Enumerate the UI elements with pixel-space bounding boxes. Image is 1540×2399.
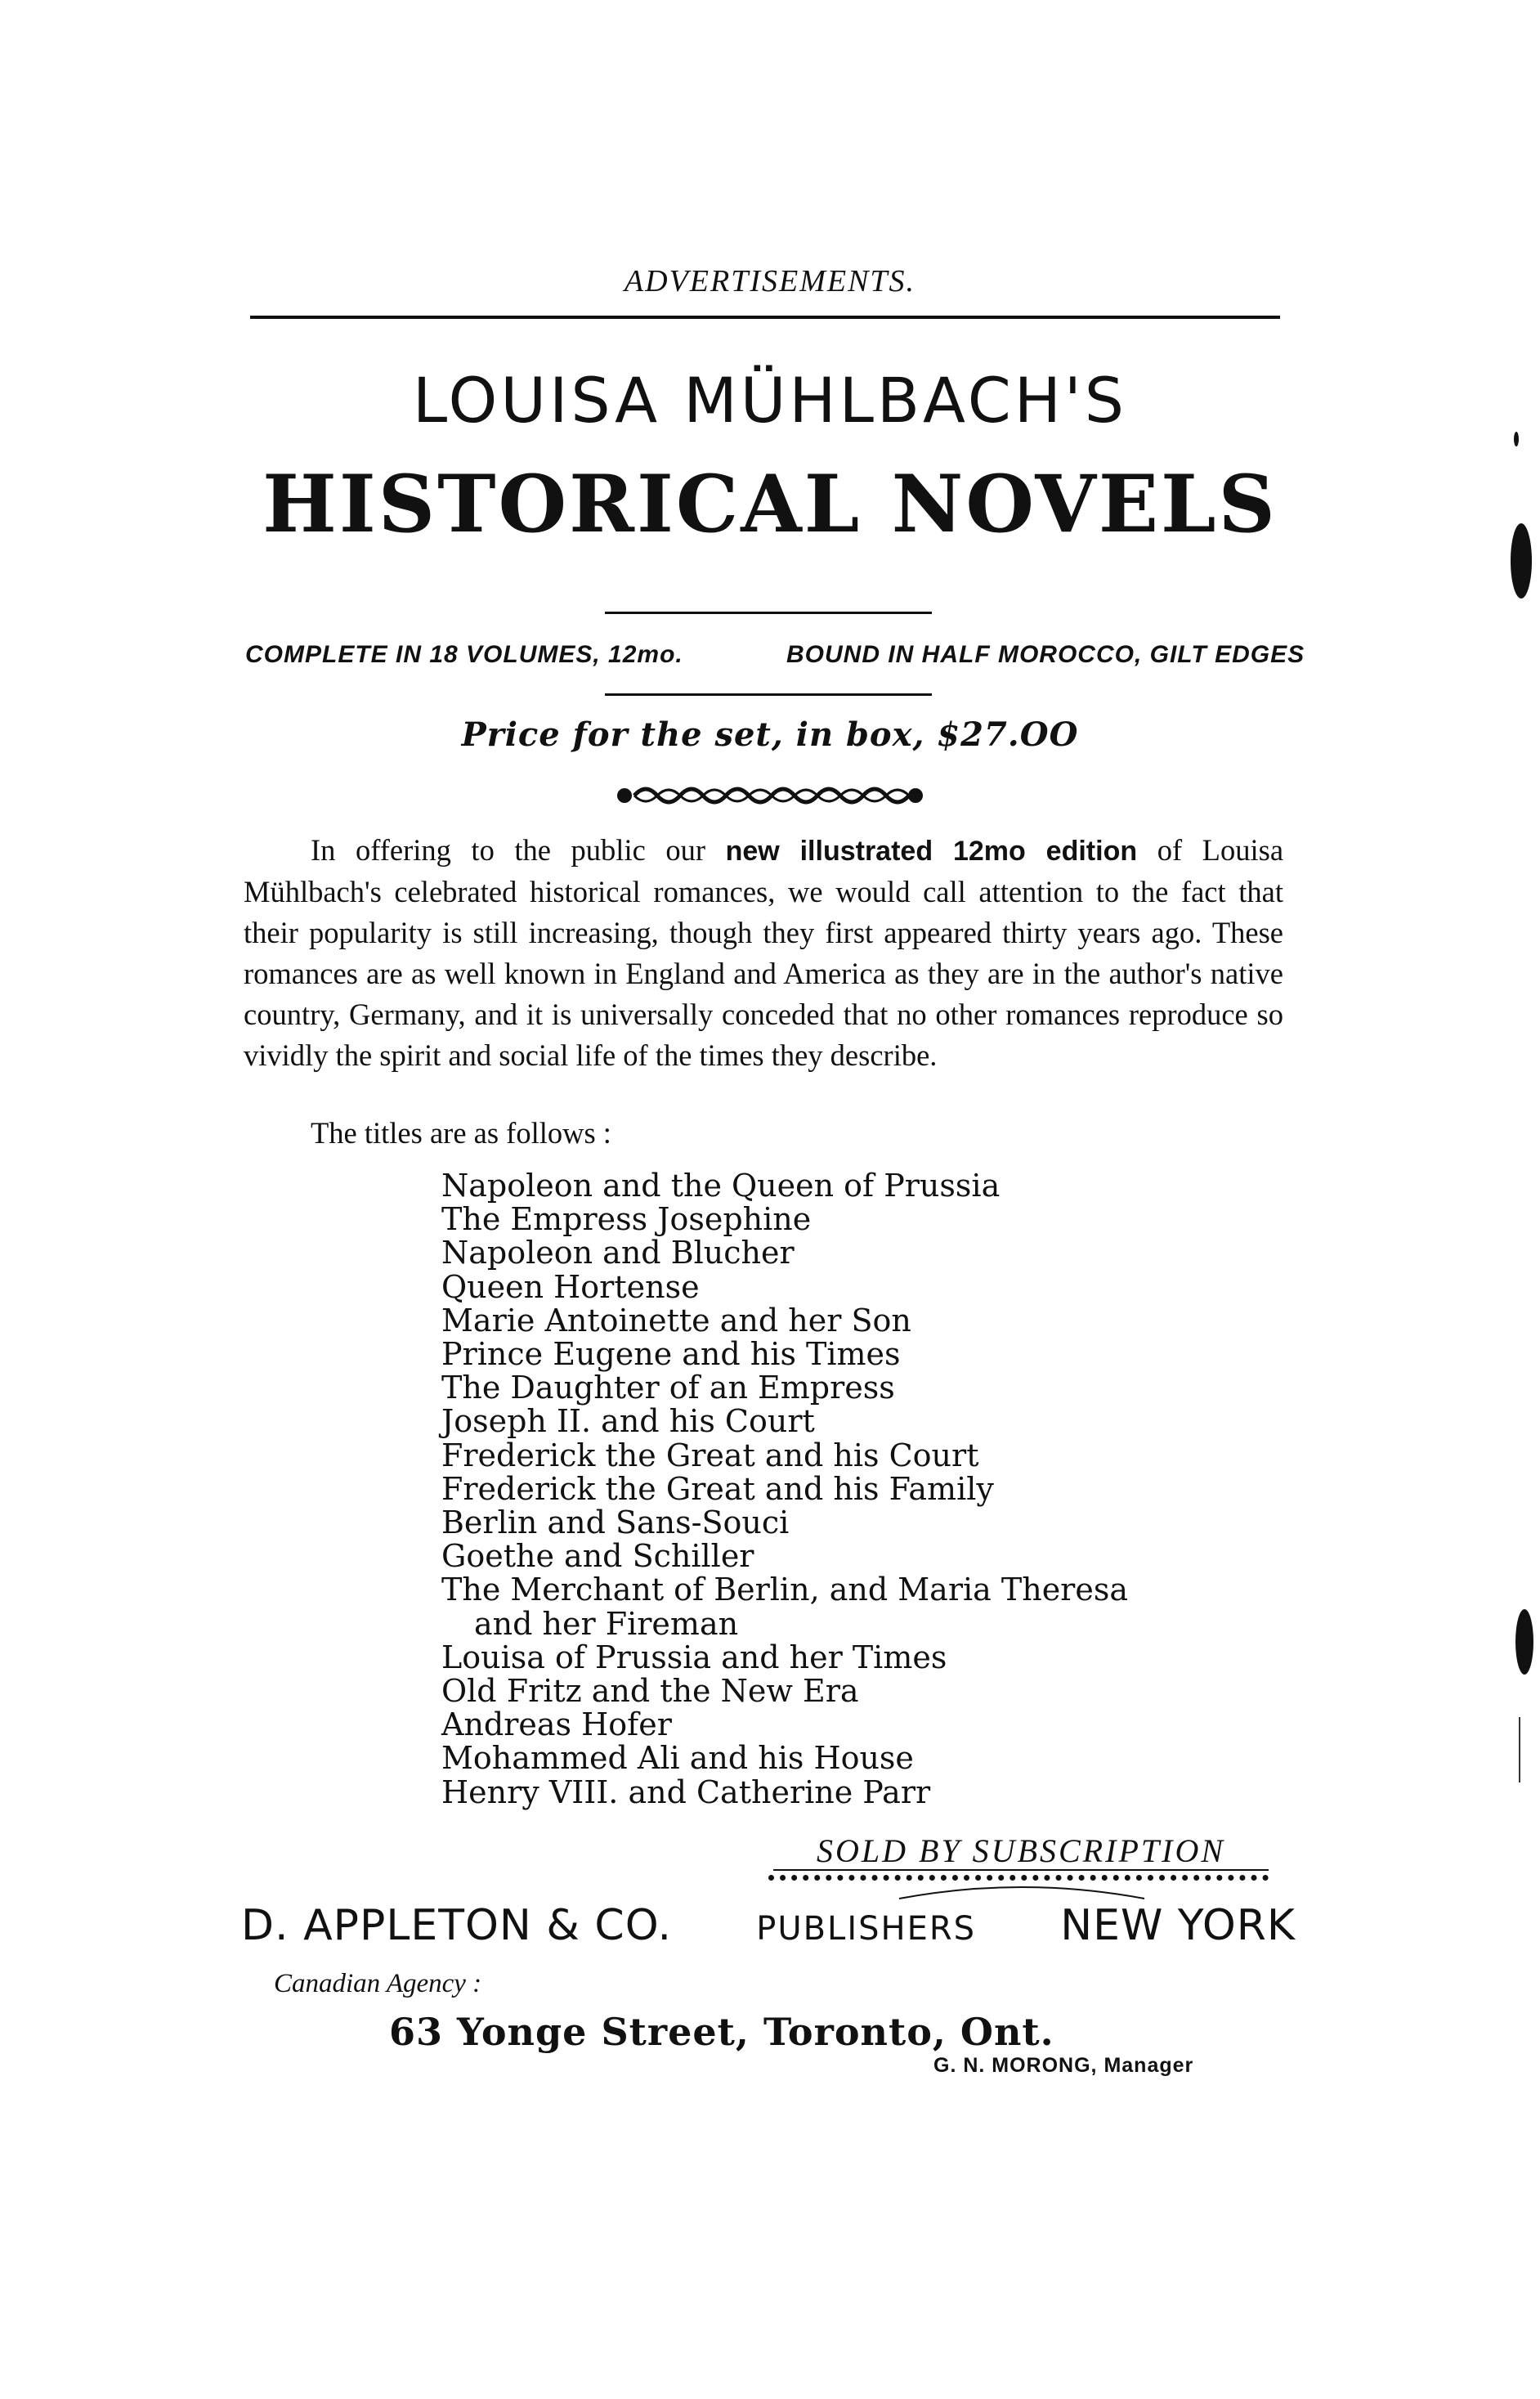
binding-spec: BOUND IN HALF MOROCCO, GILT EDGES xyxy=(786,641,1305,668)
page-edge-blot xyxy=(1511,523,1532,599)
sold-swash-ornament xyxy=(891,1881,1153,1902)
title-item: Old Fritz and the New Era xyxy=(441,1673,859,1710)
intro-text-start: In offering to the public our xyxy=(311,833,706,867)
title-item-continuation: and her Fireman xyxy=(474,1605,739,1642)
ornament-divider xyxy=(615,781,925,810)
title-item: Napoleon and Blucher xyxy=(441,1235,795,1271)
title-rule-lower xyxy=(605,693,932,696)
title-item: Prince Eugene and his Times xyxy=(441,1336,901,1373)
publisher-name: D. APPLETON & CO. xyxy=(241,1901,673,1950)
intro-emphasis: new illustrated 12mo edition xyxy=(725,836,1138,867)
title-item: Queen Hortense xyxy=(441,1268,700,1305)
title-item: Marie Antoinette and her Son xyxy=(441,1302,911,1339)
title-item: Berlin and Sans-Souci xyxy=(441,1504,790,1541)
sold-by-subscription: SOLD BY SUBSCRIPTION xyxy=(816,1832,1226,1869)
running-head: ADVERTISEMENTS. xyxy=(624,264,916,298)
publisher-label: PUBLISHERS xyxy=(756,1910,977,1948)
title-item: Frederick the Great and his Court xyxy=(441,1437,979,1473)
title-item: The Empress Josephine xyxy=(441,1201,812,1238)
intro-text-rest: of Louisa Mühlbach's celebrated historical romances, we would call attention to the fact that their popularity is still increasing, though they first appeared thirty years ago. These romances are as well known in England and America as they are in the author's native country, Germany, and it is universally conceded that no other romances reproduce so vividly the spirit and social life of the times they describe. xyxy=(244,833,1284,1072)
agency-label: Canadian Agency : xyxy=(274,1969,482,1998)
title-rule-upper xyxy=(605,612,932,614)
author-title: LOUISA MÜHLBACH'S xyxy=(412,364,1128,437)
titles-lead: The titles are as follows : xyxy=(311,1116,611,1150)
page-edge-blot xyxy=(1515,1609,1533,1675)
title-item: Louisa of Prussia and her Times xyxy=(441,1639,947,1675)
sold-underline xyxy=(773,1869,1269,1871)
agency-manager: G. N. MORONG, Manager xyxy=(933,2054,1194,2077)
title-item: Napoleon and the Queen of Prussia xyxy=(441,1168,1001,1204)
title-item: Henry VIII. and Catherine Parr xyxy=(441,1773,931,1810)
page-edge-blot xyxy=(1514,432,1519,446)
title-item: Andreas Hofer xyxy=(441,1706,672,1743)
agency-address: 63 Yonge Street, Toronto, Ont. xyxy=(389,2010,1054,2054)
intro-paragraph xyxy=(244,830,1283,1076)
title-item: Frederick the Great and his Family xyxy=(441,1470,994,1507)
title-item: Joseph II. and his Court xyxy=(441,1403,815,1440)
title-item: Goethe and Schiller xyxy=(441,1538,754,1575)
title-item: The Daughter of an Empress xyxy=(441,1370,895,1406)
titles-list xyxy=(441,1169,1128,1809)
volumes-spec: COMPLETE IN 18 VOLUMES, 12mo. xyxy=(245,641,683,668)
page-edge-mark xyxy=(1519,1717,1520,1782)
header-rule xyxy=(250,316,1280,319)
set-price: Price for the set, in box, $27.OO xyxy=(461,715,1079,754)
publisher-line xyxy=(241,1901,1296,1950)
series-title: HISTORICAL NOVELS xyxy=(262,458,1278,550)
title-item: The Merchant of Berlin, and Maria Theresa xyxy=(441,1572,1128,1608)
publisher-city: NEW YORK xyxy=(1060,1901,1296,1950)
title-item: Mohammed Ali and his House xyxy=(441,1740,914,1777)
